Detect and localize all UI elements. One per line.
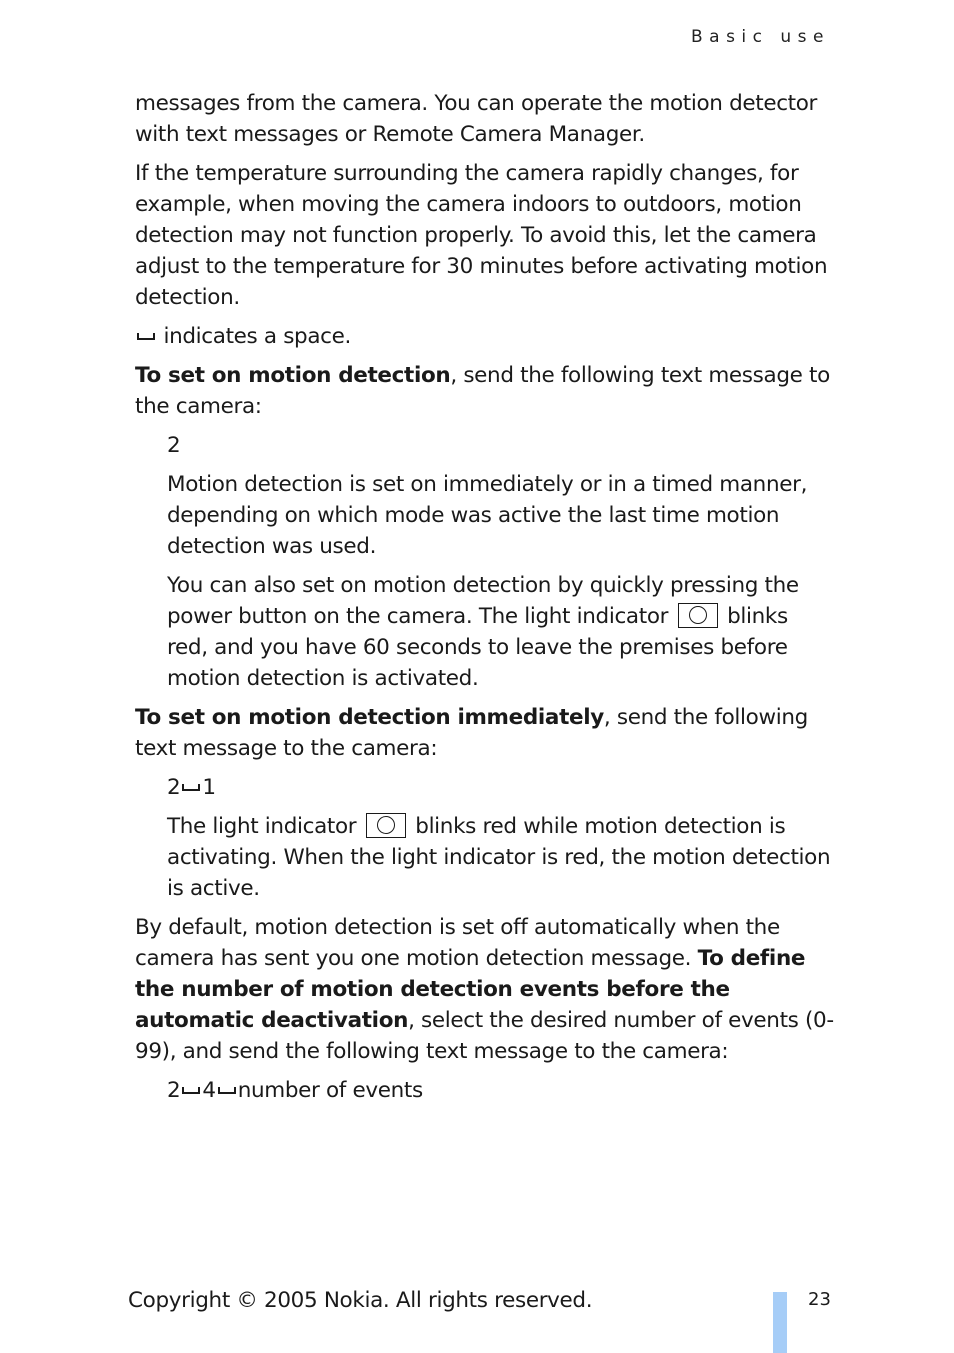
space-note [135,321,835,352]
set-on-alt-after: blinks red, and you have 60 seconds to leave the premises before motion detection is activated. [167,604,788,691]
paragraph-events [135,912,835,1067]
code-immediately [167,772,835,803]
set-on-description: Motion detection is set on immediately or in a timed manner, depending on which mode was active the last time motion detection was used. [167,472,808,559]
instruction-set-on-rest: , send the following text message to the camera: [135,363,830,419]
instruction-set-on [135,360,835,422]
copyright-footer: Copyright © 2005 Nokia. All rights reserved. [128,1288,593,1313]
paragraph-temperature: If the temperature surrounding the camera rapidly changes, for example, when moving the camera indoors to outdoors, motion detection may not function properly. To avoid this, let the camera adjust to the temperature for 30 minutes before activating motion detection. [135,161,828,310]
light-indicator-icon [678,603,718,628]
light-indicator-icon [366,813,406,838]
space-note-text: indicates a space. [163,324,352,349]
instruction-immediately [135,702,835,764]
page-marker-bar [773,1292,787,1353]
space-symbol-icon [182,1087,200,1094]
paragraph-intro: messages from the camera. You can operate the motion detector with text messages or Remote Camera Manager. [135,91,818,147]
space-symbol-icon [137,333,155,340]
events-text-b: , select the desired number of events (0-99), and send the following text message to the camera: [135,1008,834,1064]
code-events [167,1075,835,1106]
events-bold: To define the number of motion detection events before the automatic deactivation [135,946,806,1033]
code-immediately-b: 1 [202,775,216,800]
instruction-set-on-bold: To set on motion detection [135,363,451,388]
space-symbol-icon [218,1087,236,1094]
code-events-c: number of events [237,1078,423,1103]
instruction-immediately-rest: , send the following text message to the camera: [135,705,808,761]
immediately-description [167,811,835,904]
code-set-on: 2 [167,433,181,458]
instruction-immediately-bold: To set on motion detection immediately [135,705,604,730]
page-content [135,88,835,1114]
immediately-desc-before: The light indicator [167,814,357,839]
code-events-b: 4 [202,1078,216,1103]
running-header: Basic use [690,27,830,47]
space-symbol-icon [182,784,200,791]
events-text-a: By default, motion detection is set off automatically when the camera has sent you one motion detection message. [135,915,780,971]
code-immediately-a: 2 [167,775,181,800]
set-on-alternative [167,570,835,694]
code-events-a: 2 [167,1078,181,1103]
set-on-alt-before: You can also set on motion detection by quickly pressing the power button on the camera. The light indicator [167,573,799,629]
immediately-desc-after: blinks red while motion detection is activating. When the light indicator is red, the motion detection is active. [167,814,831,901]
page-number: 23 [808,1289,831,1310]
